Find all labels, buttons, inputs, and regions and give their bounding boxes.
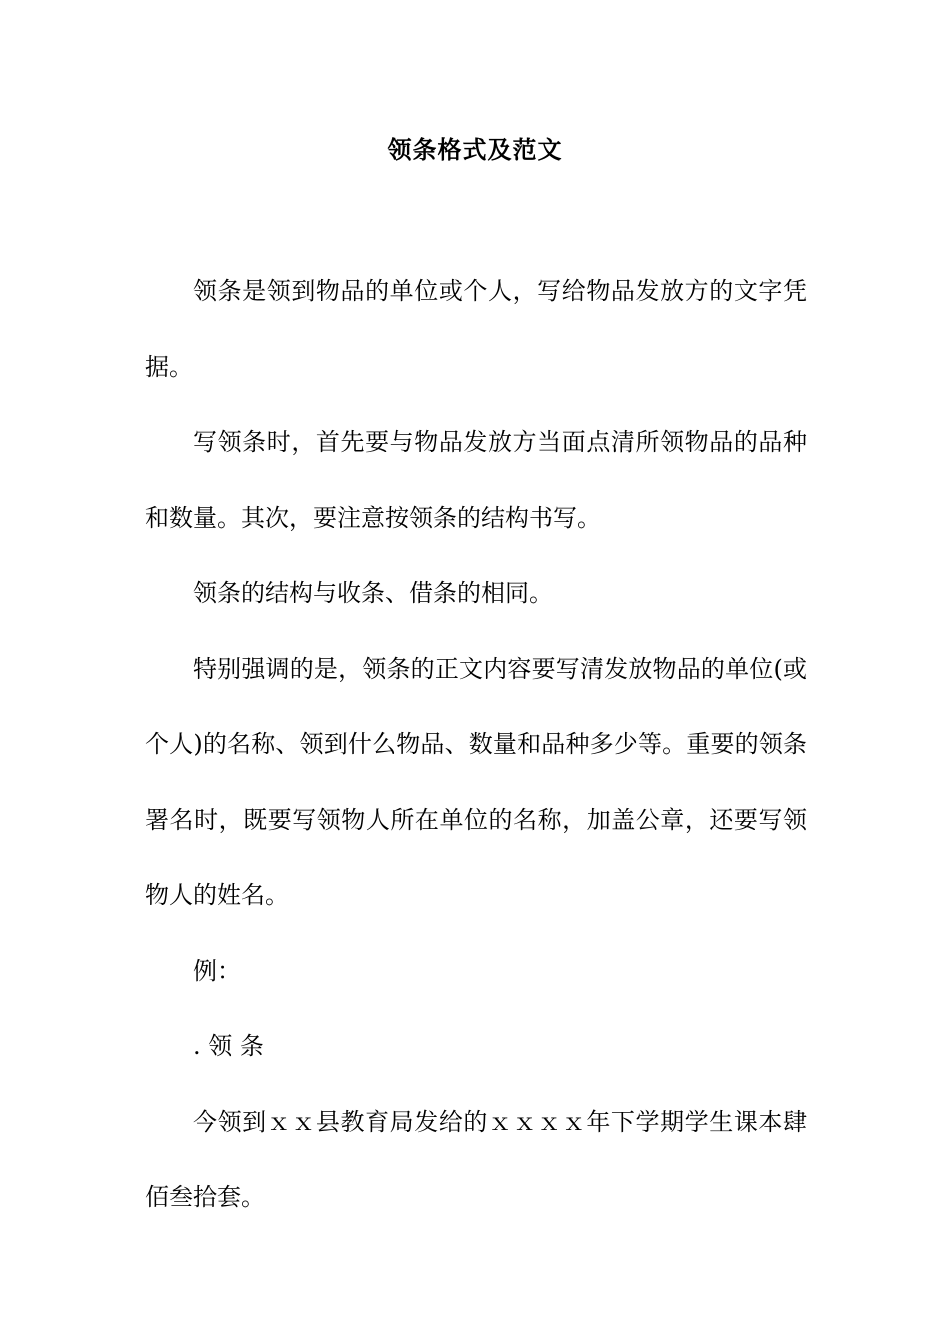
paragraph-emphasis: 特别强调的是，领条的正文内容要写清发放物品的单位(或个人)的名称、领到什么物品、数量和品种多少等。重要的领条署名时，既要写领物人所在单位的名称，加盖公章，还要写领物人的姓名。 <box>145 654 807 909</box>
paragraph-writing-steps: 写领条时，首先要与物品发放方当面点清所领物品的品种和数量。其次，要注意按领条的结构书写。 <box>145 428 807 532</box>
paragraph-definition: 领条是领到物品的单位或个人，写给物品发放方的文字凭据。 <box>145 277 807 381</box>
paragraph-example-heading: . 领 条 <box>193 1032 264 1060</box>
document-title: 领条格式及范文 <box>387 135 563 164</box>
paragraph-structure: 领条的结构与收条、借条的相同。 <box>193 579 553 607</box>
paragraph-example-label: 例： <box>193 956 241 985</box>
document-body <box>145 254 807 1236</box>
paragraph-example-body: 今领到ｘｘ县教育局发给的ｘｘｘｘ年下学期学生课本肆佰叁拾套。 <box>145 1107 807 1211</box>
